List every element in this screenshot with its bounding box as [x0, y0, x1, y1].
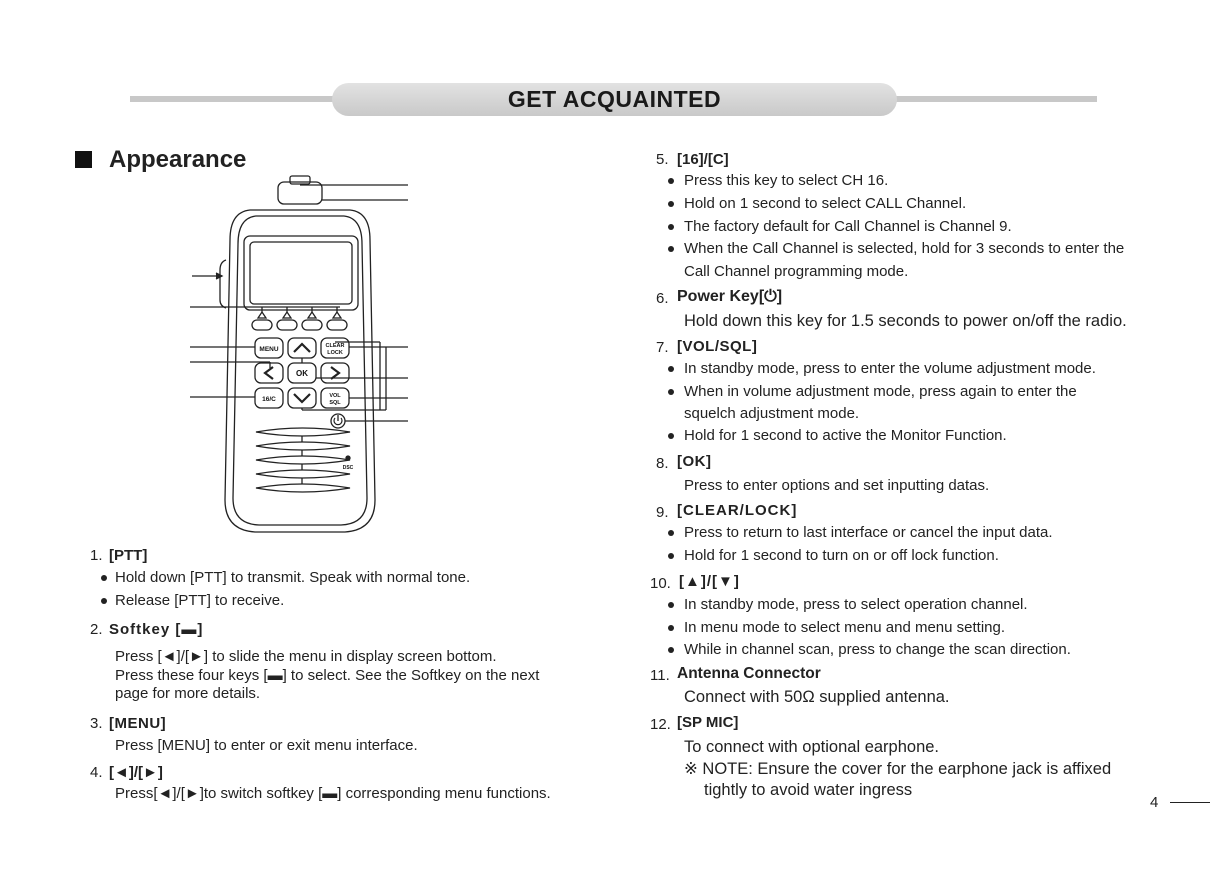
item-title-menu: [MENU]	[109, 715, 167, 732]
item-title-power: Power Key[⏻]	[677, 288, 783, 305]
vol-bullet-2a: When in volume adjustment mode, press again to enter the	[684, 383, 1077, 400]
left-key	[255, 363, 283, 383]
16c-bullet-4b: Call Channel programming mode.	[684, 263, 909, 280]
item-title-ptt: [PTT]	[109, 547, 148, 564]
bullet	[668, 178, 674, 184]
item-title-up-down: [▲]/[▼]	[679, 573, 740, 590]
softkey-line-1: Press [◄]/[►] to slide the menu in display screen bottom.	[115, 648, 497, 665]
page-number-rule	[1170, 802, 1210, 803]
item-number: 8.	[656, 455, 669, 472]
bullet	[668, 201, 674, 207]
item-title-clear-lock: [CLEAR/LOCK]	[677, 502, 798, 519]
lock-key-label: LOCK	[327, 350, 343, 356]
speaker-grille	[256, 428, 350, 492]
ptt-bullet-2: Release [PTT] to receive.	[115, 592, 285, 609]
softkeys	[252, 312, 347, 330]
radio-illustration	[180, 170, 420, 540]
item-number: 1.	[90, 547, 103, 564]
bullet	[668, 553, 674, 559]
item-number: 9.	[656, 504, 669, 521]
clear-bullet-2: Hold for 1 second to turn on or off lock function.	[684, 547, 999, 564]
item-number: 11.	[650, 667, 670, 684]
bullet	[668, 224, 674, 230]
ptt-bullet-1: Hold down [PTT] to transmit. Speak with normal tone.	[115, 569, 471, 586]
vol-bullet-2b: squelch adjustment mode.	[684, 405, 860, 422]
sp-mic-line-1: To connect with optional earphone.	[684, 738, 940, 756]
item-title-ok: [OK]	[677, 453, 712, 470]
item-number: 4.	[90, 764, 103, 781]
ok-line-1: Press to enter options and set inputting datas.	[684, 477, 990, 494]
item-number: 2.	[90, 621, 103, 638]
down-key	[288, 388, 316, 408]
vol-bullet-1: In standby mode, press to enter the volume adjustment mode.	[684, 360, 1096, 377]
menu-key-label: MENU	[259, 346, 279, 353]
vol-key-label: VOL	[329, 393, 341, 399]
header-banner	[332, 83, 897, 116]
softkey-line-3: page for more details.	[115, 685, 261, 702]
item-title-16c: [16]/[C]	[677, 151, 729, 168]
bullet	[668, 433, 674, 439]
section-title: Appearance	[109, 146, 247, 173]
dsc-label: DSC	[342, 465, 354, 471]
sql-key-label: SQL	[329, 400, 341, 406]
16c-key-label: 16/C	[262, 396, 276, 403]
item-number: 6.	[656, 290, 669, 307]
item-number: 3.	[90, 715, 103, 732]
16c-bullet-4a: When the Call Channel is selected, hold for 3 seconds to enter the	[684, 240, 1125, 257]
bullet	[668, 625, 674, 631]
item-title-softkey: Softkey [▬]	[109, 621, 204, 638]
radio-display	[250, 242, 352, 304]
vol-bullet-3: Hold for 1 second to active the Monitor Function.	[684, 427, 1007, 444]
antenna-line-1: Connect with 50Ω supplied antenna.	[684, 688, 950, 706]
bullet	[101, 575, 107, 581]
item-title-vol-sql: [VOL/SQL]	[677, 338, 758, 355]
item-title-left-right: [◄]/[►]	[109, 764, 163, 781]
updown-bullet-1: In standby mode, press to select operation channel.	[684, 596, 1028, 613]
bullet	[668, 647, 674, 653]
item-number: 10.	[650, 575, 671, 592]
section-bullet-square	[75, 151, 92, 168]
page-title: GET ACQUAINTED	[507, 86, 722, 112]
menu-line-1: Press [MENU] to enter or exit menu interface.	[115, 737, 418, 754]
clear-key-label: CLEAR	[325, 343, 345, 349]
up-key	[288, 338, 316, 358]
item-title-antenna: Antenna Connector	[677, 665, 821, 682]
page-number: 4	[1150, 794, 1159, 811]
softkey-line-2: Press these four keys [▬] to select. See the Softkey on the next	[115, 667, 540, 684]
right-key	[321, 363, 349, 383]
header-rule-left	[130, 96, 340, 102]
header-rule-right	[890, 96, 1097, 102]
item-title-sp-mic: [SP MIC]	[677, 714, 739, 731]
16c-bullet-1: Press this key to select CH 16.	[684, 172, 889, 189]
bullet	[668, 246, 674, 252]
16c-bullet-2: Hold on 1 second to select CALL Channel.	[684, 195, 967, 212]
bullet	[668, 389, 674, 395]
bullet	[668, 530, 674, 536]
updown-bullet-2: In menu mode to select menu and menu setting.	[684, 619, 1006, 636]
bullet	[668, 602, 674, 608]
item-number: 7.	[656, 339, 669, 356]
left-right-line-1: Press[◄]/[►]to switch softkey [▬] corresponding menu functions.	[115, 785, 551, 802]
item-number: 12.	[650, 716, 671, 733]
updown-bullet-3: While in channel scan, press to change the scan direction.	[684, 641, 1071, 658]
power-line-1: Hold down this key for 1.5 seconds to power on/off the radio.	[684, 312, 1127, 330]
16c-bullet-3: The factory default for Call Channel is Channel 9.	[684, 218, 1012, 235]
sp-mic-note-1: ※ NOTE: Ensure the cover for the earphone jack is affixed	[684, 760, 1112, 778]
bullet	[101, 598, 107, 604]
ok-key-label: OK	[296, 369, 308, 378]
clear-bullet-1: Press to return to last interface or cancel the input data.	[684, 524, 1053, 541]
sp-mic-note-2: tightly to avoid water ingress	[704, 781, 913, 799]
item-number: 5.	[656, 151, 669, 168]
bullet	[668, 366, 674, 372]
